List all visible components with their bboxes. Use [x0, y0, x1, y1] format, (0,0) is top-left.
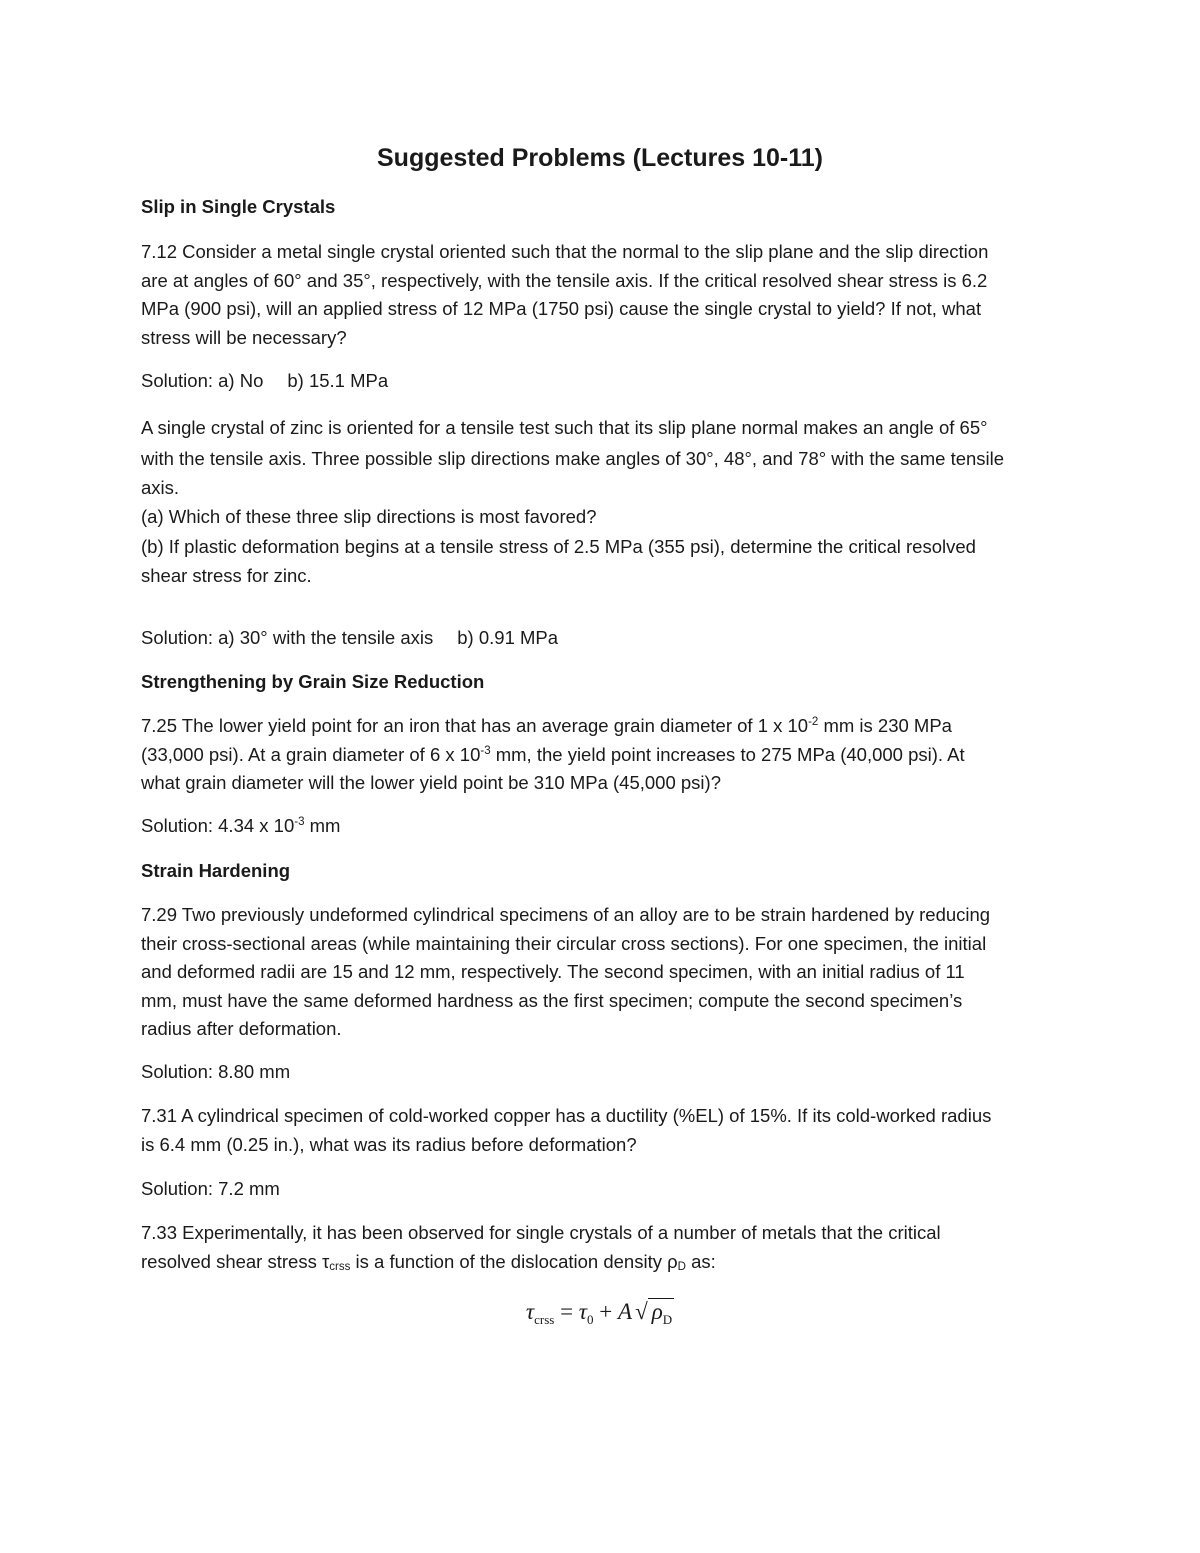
formula-radicand [648, 1298, 674, 1327]
solution-zinc [141, 624, 1061, 653]
exponent: -3 [294, 816, 305, 828]
solution-7-31: Solution: 7.2 mm [141, 1178, 280, 1199]
formula-tau-zero: τ [578, 1299, 588, 1324]
text: (33,000 psi). At a grain diameter of 6 x 10 [141, 743, 481, 765]
problem-zinc-line: (b) If plastic deformation begins at a tensile stress of 2.5 MPa (355 psi), determine the critical resolved [141, 536, 976, 557]
problem-zinc-line: axis. [141, 477, 180, 498]
problem-zinc-line: with the tensile axis. Three possible slip directions make angles of 30°, 48°, and 78° with the same tensile [141, 448, 1005, 469]
formula-tau: τ [525, 1299, 535, 1324]
formula-constant-a: A [618, 1299, 633, 1324]
solution-part-b: b) 15.1 MPa [287, 370, 389, 391]
problem-zinc-line: (a) Which of these three slip directions is most favored? [141, 505, 597, 527]
section-heading-slip: Slip in Single Crystals [141, 196, 336, 217]
text: 7.25 The lower yield point for an iron that has an average grain diameter of 1 x 10 [141, 715, 809, 736]
problem-7-12-line: are at angles of 60° and 35°, respectively, with the tensile axis. If the critical resolved shear stress is 6.2 [141, 269, 988, 291]
page-title: Suggested Problems (Lectures 10-11) [377, 144, 823, 172]
exponent: -3 [480, 744, 491, 757]
square-root-icon: √ $\rho_D$ [635, 1299, 673, 1327]
problem-zinc-line: shear stress for zinc. [141, 565, 312, 586]
formula-equals: = [554, 1299, 579, 1324]
solution-part-a: Solution: a) 30° with the tensile axis [141, 627, 434, 648]
subscript: crss [329, 1260, 351, 1273]
problem-7-25 [141, 712, 1061, 798]
text: as: [685, 1250, 716, 1272]
crss-formula [0, 1296, 1200, 1328]
text: is a function of the dislocation density ρ [350, 1250, 678, 1272]
problem-7-31 [141, 1102, 1061, 1159]
problem-7-31-line: is 6.4 mm (0.25 in.), what was its radius before deformation? [141, 1133, 637, 1155]
problem-7-33-line [141, 1248, 1061, 1277]
text: mm, the yield point increases to 275 MPa (40,000 psi). At [490, 743, 965, 765]
section-heading-grain: Strengthening by Grain Size Reduction [141, 671, 485, 692]
problem-7-31-line: 7.31 A cylindrical specimen of cold-worked copper has a ductility (%EL) of 15%. If its cold-worked radius [141, 1105, 992, 1126]
problem-7-29-line: 7.29 Two previously undeformed cylindrical specimens of an alloy are to be strain hardened by reducing [141, 904, 991, 925]
problem-7-25-line: what grain diameter will the lower yield point be 310 MPa (45,000 psi)? [141, 772, 721, 793]
problem-7-12-line: 7.12 Consider a metal single crystal oriented such that the normal to the slip plane and the slip direction [141, 241, 989, 262]
exponent: -2 [808, 716, 819, 728]
solution-7-25 [141, 812, 1061, 841]
problem-zinc-line: A single crystal of zinc is oriented for a tensile test such that its slip plane normal makes an angle of 65° [141, 417, 988, 438]
formula-plus: + [593, 1299, 619, 1324]
subscript: D [677, 1260, 686, 1273]
problem-7-12 [141, 238, 1061, 352]
formula-subscript: crss [534, 1312, 555, 1327]
problem-7-29 [141, 901, 1061, 1044]
text: resolved shear stress τ [141, 1250, 330, 1272]
problem-7-12-line: stress will be necessary? [141, 326, 347, 348]
solution-part-a: Solution: a) No [141, 370, 264, 391]
section-heading-strain: Strain Hardening [141, 860, 291, 881]
problem-7-29-line: and deformed radii are 15 and 12 mm, respectively. The second specimen, with an initial radius of 11 [141, 961, 965, 982]
problem-7-29-line: radius after deformation. [141, 1018, 342, 1039]
formula-subscript: D [662, 1312, 673, 1327]
solution-part-b: b) 0.91 MPa [457, 627, 559, 648]
problem-7-33 [141, 1219, 1061, 1276]
text: mm is 230 MPa [818, 715, 952, 736]
formula-rho: ρ [651, 1299, 663, 1324]
problem-zinc [141, 412, 1061, 591]
formula-subscript: 0 [587, 1312, 594, 1327]
problem-7-29-line: mm, must have the same deformed hardness as the first specimen; compute the second specimen’s [141, 989, 963, 1011]
problem-7-33-line: 7.33 Experimentally, it has been observed for single crystals of a number of metals that the critical [141, 1222, 941, 1243]
text: mm [304, 815, 341, 836]
problem-7-25-line [141, 741, 1061, 770]
problem-7-25-line [141, 712, 1061, 741]
text: Solution: 4.34 x 10 [141, 815, 295, 836]
solution-7-29: Solution: 8.80 mm [141, 1061, 291, 1082]
solution-7-12 [141, 367, 1061, 396]
problem-7-12-line: MPa (900 psi), will an applied stress of 12 MPa (1750 psi) cause the single crystal to yield? If not, what [141, 298, 982, 319]
problem-7-29-line: their cross-sectional areas (while maintaining their circular cross sections). For one specimen, the initial [141, 932, 987, 954]
